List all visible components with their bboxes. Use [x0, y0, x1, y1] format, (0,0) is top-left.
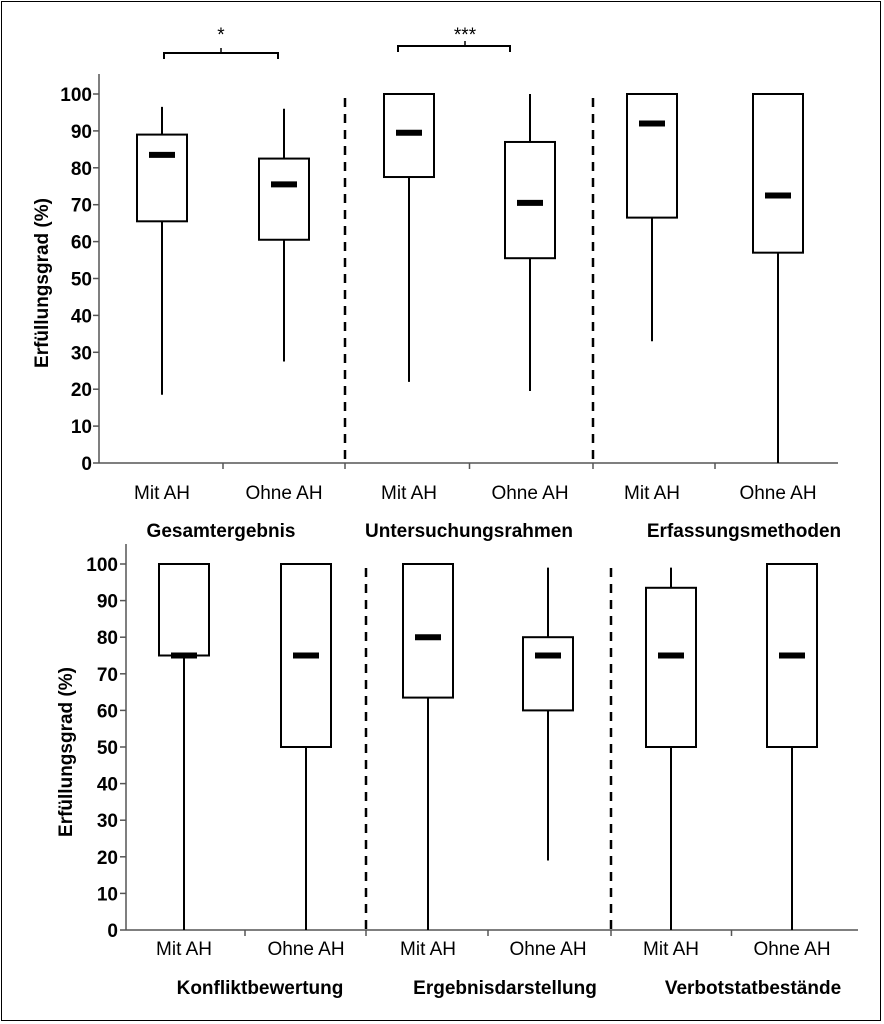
y-axis-label: Erfüllungsgrad (%): [32, 198, 53, 368]
y-tick-label: 40: [96, 774, 118, 796]
category-label: Ohne AH: [491, 483, 569, 504]
y-tick-label: 40: [70, 306, 92, 328]
y-axis-label: Erfüllungsgrad (%): [56, 667, 77, 837]
box-iqr: [646, 588, 696, 747]
significance-label: ***: [453, 25, 477, 46]
category-label: Mit AH: [156, 939, 212, 960]
y-tick-label: 10: [96, 884, 118, 906]
box-iqr: [137, 135, 187, 222]
box-iqr: [259, 159, 309, 240]
y-tick-label: 60: [70, 232, 92, 254]
box-iqr: [753, 94, 803, 253]
y-tick-label: 0: [107, 921, 118, 942]
y-tick-label: 10: [70, 417, 92, 439]
y-tick-label: 100: [86, 555, 118, 576]
category-label: Ohne AH: [245, 483, 323, 504]
significance-bracket: [164, 53, 278, 59]
y-tick-label: 90: [96, 591, 118, 613]
y-tick-label: 20: [70, 380, 92, 402]
y-tick-label: 80: [70, 158, 92, 180]
y-tick-label: 30: [70, 343, 92, 365]
significance-bracket: [398, 46, 510, 52]
y-tick-label: 60: [96, 701, 118, 723]
y-tick-label: 50: [96, 738, 118, 759]
group-label: Ergebnisdarstellung: [413, 978, 597, 999]
y-tick-label: 30: [96, 811, 118, 833]
group-label: Gesamtergebnis: [146, 521, 296, 542]
group-label: Erfassungsmethoden: [646, 521, 842, 542]
box-iqr: [403, 564, 453, 698]
y-tick-label: 100: [60, 85, 92, 106]
category-label: Ohne AH: [739, 483, 817, 504]
group-label: Verbotstatbestände: [664, 978, 842, 999]
category-label: Mit AH: [381, 483, 437, 504]
box-iqr: [523, 637, 573, 710]
group-label: Untersuchungsrahmen: [365, 521, 573, 542]
category-label: Ohne AH: [509, 939, 587, 960]
category-label: Ohne AH: [267, 939, 345, 960]
y-tick-label: 70: [70, 195, 92, 217]
y-tick-label: 70: [96, 664, 118, 686]
y-tick-label: 0: [81, 454, 92, 475]
category-label: Mit AH: [624, 483, 680, 504]
y-tick-label: 80: [96, 628, 118, 650]
category-label: Mit AH: [400, 939, 456, 960]
category-label: Mit AH: [643, 939, 699, 960]
y-tick-label: 50: [70, 269, 92, 291]
significance-label: *: [217, 25, 225, 46]
box-iqr: [627, 94, 677, 218]
category-label: Mit AH: [134, 483, 190, 504]
y-tick-label: 20: [96, 847, 118, 869]
group-label: Konfliktbewertung: [176, 978, 344, 999]
y-tick-label: 90: [70, 121, 92, 143]
box-iqr: [159, 564, 209, 656]
category-label: Ohne AH: [753, 939, 831, 960]
